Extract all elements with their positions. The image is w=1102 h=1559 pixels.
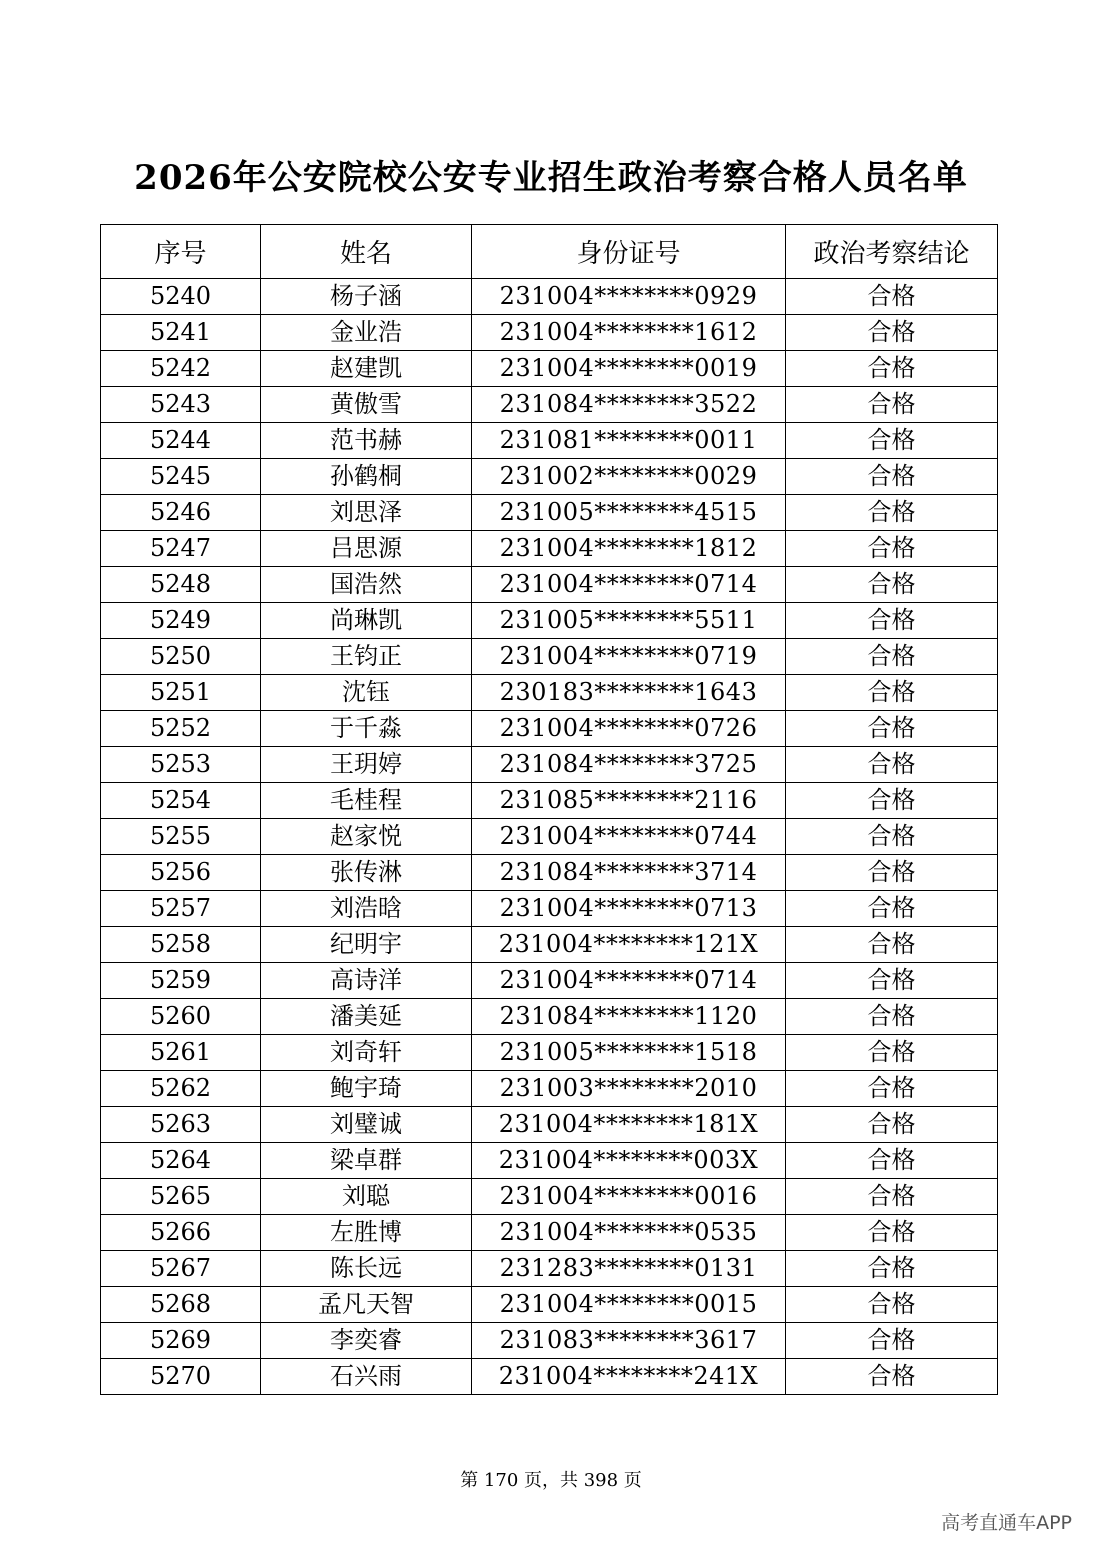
cell-serial: 5262 (101, 1071, 261, 1107)
cell-id-number: 231004********0719 (472, 639, 786, 675)
cell-conclusion: 合格 (786, 1359, 998, 1395)
table-row (101, 1359, 998, 1395)
cell-id-number: 231085********2116 (472, 783, 786, 819)
cell-conclusion: 合格 (786, 1323, 998, 1359)
cell-serial: 5261 (101, 1035, 261, 1071)
cell-id-number: 231084********3522 (472, 387, 786, 423)
cell-name: 王钧正 (261, 639, 472, 675)
table-row (101, 1251, 998, 1287)
table-header-row (101, 225, 998, 279)
cell-name: 鲍宇琦 (261, 1071, 472, 1107)
table-row (101, 999, 998, 1035)
cell-serial: 5268 (101, 1287, 261, 1323)
cell-conclusion: 合格 (786, 531, 998, 567)
table-row (101, 963, 998, 999)
cell-conclusion: 合格 (786, 1143, 998, 1179)
cell-conclusion: 合格 (786, 1287, 998, 1323)
cell-conclusion: 合格 (786, 351, 998, 387)
cell-conclusion: 合格 (786, 387, 998, 423)
table-row (101, 675, 998, 711)
cell-name: 于千淼 (261, 711, 472, 747)
cell-id-number: 231081********0011 (472, 423, 786, 459)
cell-serial: 5270 (101, 1359, 261, 1395)
header-serial: 序号 (101, 225, 261, 279)
table-row (101, 603, 998, 639)
header-id-number: 身份证号 (472, 225, 786, 279)
cell-id-number: 231004********0726 (472, 711, 786, 747)
cell-name: 陈长远 (261, 1251, 472, 1287)
cell-id-number: 231004********0535 (472, 1215, 786, 1251)
table-row (101, 783, 998, 819)
cell-name: 梁卓群 (261, 1143, 472, 1179)
cell-id-number: 231004********0713 (472, 891, 786, 927)
cell-name: 尚琳凯 (261, 603, 472, 639)
cell-conclusion: 合格 (786, 1251, 998, 1287)
cell-name: 纪明宇 (261, 927, 472, 963)
cell-serial: 5264 (101, 1143, 261, 1179)
cell-name: 王玥婷 (261, 747, 472, 783)
cell-conclusion: 合格 (786, 1071, 998, 1107)
cell-serial: 5249 (101, 603, 261, 639)
cell-conclusion: 合格 (786, 315, 998, 351)
table-row (101, 315, 998, 351)
cell-name: 赵建凯 (261, 351, 472, 387)
cell-id-number: 231004********1812 (472, 531, 786, 567)
document-title: 2026年公安院校公安专业招生政治考察合格人员名单 (134, 158, 968, 198)
cell-serial: 5246 (101, 495, 261, 531)
cell-id-number: 231003********2010 (472, 1071, 786, 1107)
cell-serial: 5267 (101, 1251, 261, 1287)
cell-name: 孙鹤桐 (261, 459, 472, 495)
table-row (101, 351, 998, 387)
cell-serial: 5254 (101, 783, 261, 819)
cell-serial: 5256 (101, 855, 261, 891)
cell-conclusion: 合格 (786, 675, 998, 711)
cell-conclusion: 合格 (786, 711, 998, 747)
table-row (101, 819, 998, 855)
table-row (101, 891, 998, 927)
cell-serial: 5242 (101, 351, 261, 387)
cell-conclusion: 合格 (786, 927, 998, 963)
cell-serial: 5244 (101, 423, 261, 459)
cell-id-number: 230183********1643 (472, 675, 786, 711)
cell-conclusion: 合格 (786, 999, 998, 1035)
table-row (101, 1035, 998, 1071)
cell-name: 沈钰 (261, 675, 472, 711)
cell-id-number: 231004********181X (472, 1107, 786, 1143)
cell-serial: 5255 (101, 819, 261, 855)
cell-serial: 5265 (101, 1179, 261, 1215)
table-row (101, 423, 998, 459)
table-row (101, 1215, 998, 1251)
table-row (101, 279, 998, 315)
cell-id-number: 231004********0929 (472, 279, 786, 315)
cell-serial: 5252 (101, 711, 261, 747)
table-row (101, 1143, 998, 1179)
cell-name: 国浩然 (261, 567, 472, 603)
cell-name: 张传淋 (261, 855, 472, 891)
table-row (101, 639, 998, 675)
cell-serial: 5260 (101, 999, 261, 1035)
cell-id-number: 231004********0016 (472, 1179, 786, 1215)
cell-conclusion: 合格 (786, 891, 998, 927)
cell-name: 刘聪 (261, 1179, 472, 1215)
table-row (101, 531, 998, 567)
cell-id-number: 231283********0131 (472, 1251, 786, 1287)
header-conclusion: 政治考察结论 (786, 225, 998, 279)
cell-conclusion: 合格 (786, 783, 998, 819)
cell-id-number: 231005********5511 (472, 603, 786, 639)
cell-serial: 5259 (101, 963, 261, 999)
page-footer: 第 170 页，共 398 页 (460, 1470, 642, 1491)
cell-serial: 5245 (101, 459, 261, 495)
table-row (101, 711, 998, 747)
cell-id-number: 231004********0714 (472, 963, 786, 999)
cell-id-number: 231004********1612 (472, 315, 786, 351)
cell-name: 刘思泽 (261, 495, 472, 531)
cell-name: 范书赫 (261, 423, 472, 459)
cell-serial: 5253 (101, 747, 261, 783)
cell-conclusion: 合格 (786, 603, 998, 639)
cell-conclusion: 合格 (786, 639, 998, 675)
cell-id-number: 231004********121X (472, 927, 786, 963)
cell-name: 杨子涵 (261, 279, 472, 315)
cell-id-number: 231083********3617 (472, 1323, 786, 1359)
cell-serial: 5263 (101, 1107, 261, 1143)
cell-serial: 5243 (101, 387, 261, 423)
cell-conclusion: 合格 (786, 495, 998, 531)
cell-serial: 5247 (101, 531, 261, 567)
cell-id-number: 231004********0015 (472, 1287, 786, 1323)
cell-conclusion: 合格 (786, 855, 998, 891)
cell-conclusion: 合格 (786, 747, 998, 783)
header-name: 姓名 (261, 225, 472, 279)
cell-name: 吕思源 (261, 531, 472, 567)
table-row (101, 1107, 998, 1143)
cell-serial: 5258 (101, 927, 261, 963)
cell-name: 金业浩 (261, 315, 472, 351)
table-row (101, 1323, 998, 1359)
table-row (101, 1179, 998, 1215)
table-row (101, 495, 998, 531)
cell-serial: 5269 (101, 1323, 261, 1359)
cell-name: 孟凡天智 (261, 1287, 472, 1323)
cell-id-number: 231005********1518 (472, 1035, 786, 1071)
cell-serial: 5241 (101, 315, 261, 351)
cell-name: 石兴雨 (261, 1359, 472, 1395)
cell-conclusion: 合格 (786, 279, 998, 315)
cell-name: 黄傲雪 (261, 387, 472, 423)
cell-conclusion: 合格 (786, 1035, 998, 1071)
table-body (101, 279, 998, 1395)
cell-name: 高诗洋 (261, 963, 472, 999)
cell-name: 刘浩晗 (261, 891, 472, 927)
cell-conclusion: 合格 (786, 1215, 998, 1251)
table-row (101, 747, 998, 783)
cell-name: 潘美延 (261, 999, 472, 1035)
table-row (101, 927, 998, 963)
cell-name: 刘奇轩 (261, 1035, 472, 1071)
cell-id-number: 231084********3725 (472, 747, 786, 783)
cell-serial: 5257 (101, 891, 261, 927)
cell-id-number: 231002********0029 (472, 459, 786, 495)
cell-serial: 5266 (101, 1215, 261, 1251)
cell-serial: 5250 (101, 639, 261, 675)
cell-id-number: 231004********241X (472, 1359, 786, 1395)
cell-id-number: 231084********3714 (472, 855, 786, 891)
cell-conclusion: 合格 (786, 1179, 998, 1215)
cell-id-number: 231004********003X (472, 1143, 786, 1179)
table-row (101, 459, 998, 495)
table-row (101, 387, 998, 423)
cell-serial: 5240 (101, 279, 261, 315)
cell-conclusion: 合格 (786, 819, 998, 855)
cell-conclusion: 合格 (786, 963, 998, 999)
cell-conclusion: 合格 (786, 567, 998, 603)
cell-id-number: 231004********0714 (472, 567, 786, 603)
cell-conclusion: 合格 (786, 1107, 998, 1143)
table-row (101, 567, 998, 603)
cell-serial: 5248 (101, 567, 261, 603)
cell-name: 毛桂程 (261, 783, 472, 819)
table-row (101, 1071, 998, 1107)
cell-conclusion: 合格 (786, 459, 998, 495)
cell-id-number: 231004********0744 (472, 819, 786, 855)
cell-name: 赵家悦 (261, 819, 472, 855)
cell-conclusion: 合格 (786, 423, 998, 459)
cell-name: 左胜博 (261, 1215, 472, 1251)
cell-name: 刘璧诚 (261, 1107, 472, 1143)
cell-id-number: 231004********0019 (472, 351, 786, 387)
cell-id-number: 231005********4515 (472, 495, 786, 531)
cell-id-number: 231084********1120 (472, 999, 786, 1035)
cell-serial: 5251 (101, 675, 261, 711)
table-row (101, 1287, 998, 1323)
watermark: 高考直通车APP (941, 1512, 1072, 1534)
table-row (101, 855, 998, 891)
candidate-table (100, 224, 998, 1395)
cell-name: 李奕睿 (261, 1323, 472, 1359)
